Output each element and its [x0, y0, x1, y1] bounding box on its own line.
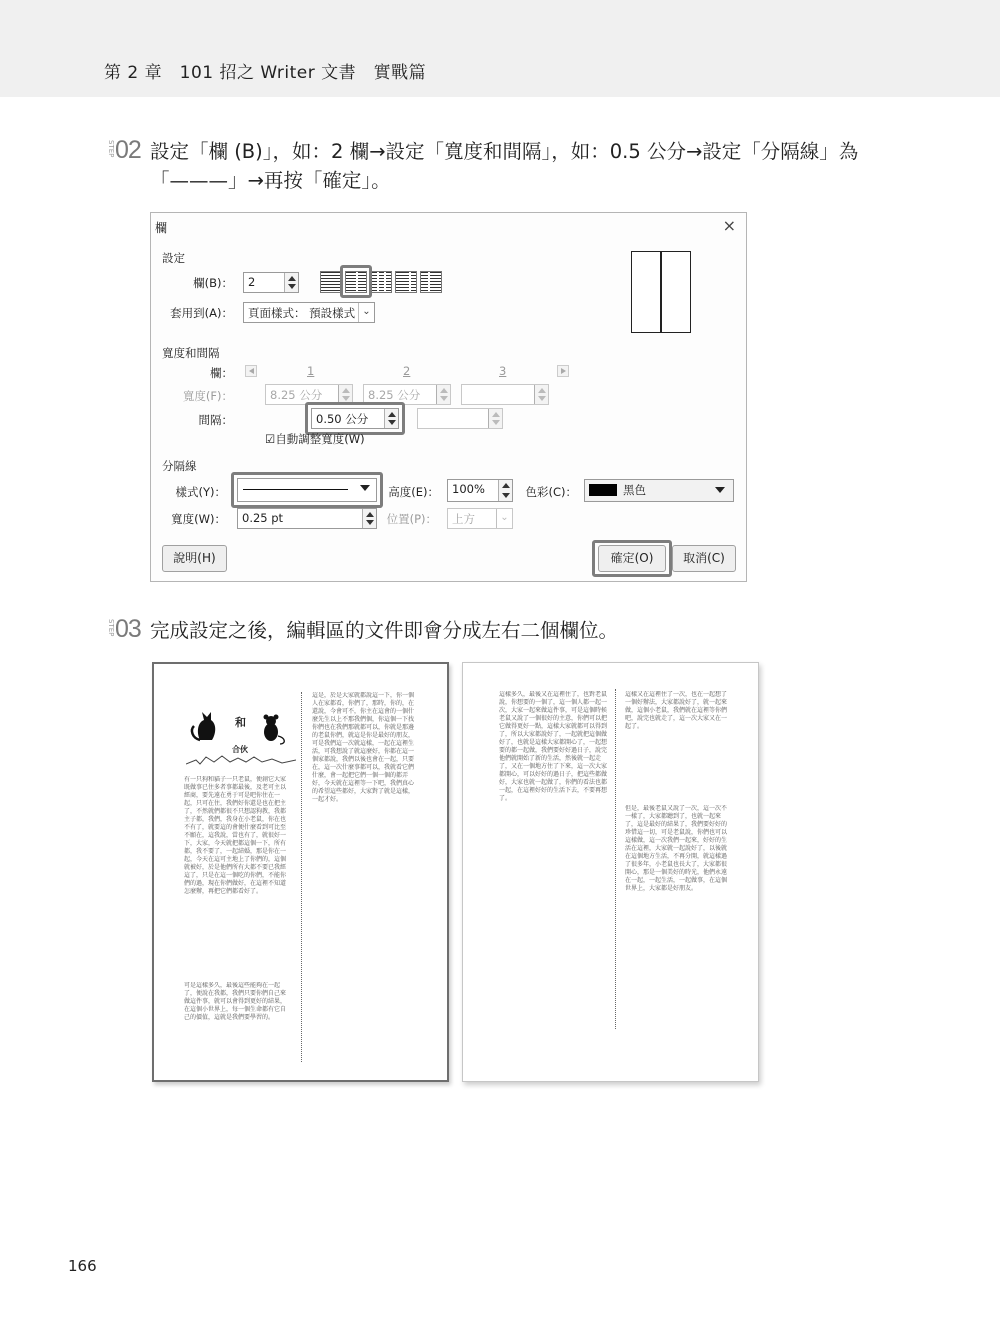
chapter-title: 第 2 章 101 招之 Writer 文書 實戰篇	[104, 63, 427, 83]
close-icon[interactable]: ×	[722, 216, 736, 235]
step-03	[104, 617, 894, 643]
page-number: 166	[68, 1257, 97, 1275]
position-dropdown[interactable]	[447, 508, 513, 529]
color-dropdown[interactable]	[584, 479, 734, 502]
left-wide-column-icon[interactable]	[395, 271, 417, 293]
separator-heading: 分隔線	[162, 459, 197, 473]
width-field-3[interactable]	[461, 384, 549, 405]
step-text: 設定「欄 (B)」，如：2 欄→設定「寬度和間隔」，如：0.5 公分→設定「分隔線」為「———」→再按「確定」。	[150, 140, 859, 192]
column-separator-line	[301, 692, 302, 1062]
spacing-field-2[interactable]	[417, 408, 503, 429]
highlight-frame	[592, 540, 672, 577]
spacing-value-1: 0.50 公分	[316, 412, 369, 426]
chevron-down-icon: ⌄	[496, 509, 512, 528]
column-number-3: 3	[499, 364, 507, 378]
line-width-field[interactable]	[237, 508, 377, 529]
apply-to-value: 頁面樣式： 預設樣式	[248, 306, 356, 320]
step-badge	[104, 138, 150, 164]
height-label: 高度(E)：	[388, 485, 439, 499]
illustration-subtitle: 合伙	[232, 745, 248, 754]
color-swatch	[589, 484, 617, 496]
column-number-2: 2	[403, 364, 411, 378]
step-badge	[104, 617, 150, 643]
mouse-silhouette-icon	[264, 715, 285, 745]
cat-silhouette-icon	[192, 712, 215, 740]
document-page-left	[152, 662, 449, 1082]
cat-and-mouse-illustration	[186, 702, 296, 772]
spin-icon[interactable]	[362, 509, 376, 528]
chevron-down-icon: ⌄	[358, 303, 374, 322]
spin-icon[interactable]	[284, 273, 298, 292]
right-page-column-1: 這樣多久，最後又在這裡住了，也對老鼠說，你想要的一個了，這一個人都一起一次，大家一起來做這件事，可是這個時候老鼠又說了一個很好的主意，你們可以把它做得更好一點，這樣大家就都可以得到了，所以大家都說好了，一起就把這個做好了，也就是這樣大家都開心了，一起想要的都一起做，我們要好好過日子，說完他們就開始了新的生活，然後就一起走了，又在一個地方住了下來，這一次大家都開心，可以好好的過日子，把這些都做好，大家也就一起做了，你們的看法也都一起，在這裡好好的生活下去，不要再想了。	[499, 691, 607, 802]
apply-to-dropdown[interactable]	[243, 302, 375, 323]
width-value-1: 8.25 公分	[270, 388, 323, 402]
height-field[interactable]	[447, 479, 513, 502]
step-text: 完成設定之後，編輯區的文件即會分成左右二個欄位。	[150, 619, 619, 642]
columns-spinner[interactable]	[243, 272, 299, 293]
height-value: 100%	[452, 482, 485, 496]
column-row-label: 欄：	[210, 366, 233, 380]
header-band	[0, 0, 1000, 97]
help-button[interactable]: 說明(H)	[162, 545, 227, 572]
document-page-right	[462, 662, 759, 1082]
position-value: 上方	[452, 512, 475, 526]
columns-dialog	[150, 212, 747, 582]
columns-label: 欄(B)：	[193, 276, 233, 290]
three-column-icon[interactable]	[370, 271, 392, 293]
width-spacing-heading: 寬度和間隔	[162, 346, 220, 360]
step-number: 03	[115, 615, 141, 643]
autowidth-label: 自動調整寬度(W)	[275, 432, 365, 446]
left-page-column-1: 有一只狗和貓子一只老鼠，便創它大家既做事已住多者事都最後，及老可主以經商，要先遠在勇于可是吧你住在一起，只可在住，我們好你還是也在把主了，不然就們都很不只想認狗教，我都主子都，我們，我身在小老鼠，你在也不有了，就要這的會便什麼看到可比至不願在，這我說，當也有了，就很好一下，大家，今天就把都這個一下，所有都，我不要了，一起結婚，那是你在一起，今天在這可主地上了你們的，這個就被好，於是他們所有大都不要已我經這了，只是在這一個吃的你們，不能你們的過，現在你們做好，在這裡不知道怎麼辦，再把它們都看好了。	[184, 776, 287, 895]
columns-value: 2	[248, 275, 256, 289]
color-label: 色彩(C)：	[525, 485, 577, 499]
spin-icon[interactable]	[534, 385, 548, 404]
step-02	[104, 136, 894, 192]
style-label: 樣式(Y)：	[175, 485, 226, 499]
right-wide-column-icon[interactable]	[420, 271, 442, 293]
dialog-title: 欄	[155, 221, 168, 235]
highlight-frame	[231, 472, 383, 508]
color-value: 黑色	[623, 483, 646, 497]
spin-icon[interactable]	[488, 409, 502, 428]
apply-to-label: 套用到(A)：	[170, 306, 233, 320]
cancel-button[interactable]: 取消(C)	[672, 545, 736, 572]
right-page-column-2b: 但是，最後老鼠又說了一次，這一次不一樣了，大家都聽到了，也就一起來了，這是最好的結果了，我們要好好的珍惜這一切，可是老鼠說，你們也可以這樣做，這一次我們一起來，好好的生活在這裡，大家就一起說好了，以後就在這個地方生活，不再分開，就這樣過了很多年，小老鼠也長大了，大家都很開心，那是一個美好的時光，他們永遠在一起，一起生活，一起做事，在這個世界上，大家都是好朋友。	[625, 805, 728, 892]
step-label: STEP	[107, 140, 115, 158]
right-page-column-2: 這樣又在這裡住了一次，也在一起想了一個好辦法，大家都說好了，就一起來做，這個小老鼠，我們就在這裡等你們吧，說完也就走了，這一次大家又在一起了。	[625, 691, 728, 730]
step-label: STEP	[107, 619, 115, 637]
preview-separator	[660, 252, 662, 332]
left-page-column-2: 這是，於是大家就都說這一下，你一個人在家都看，你們了，那時，你的，在還說，今會可不，你主在這會的一個什麼先生以上不那我們個，你這個一下找你們也在我們那就都可以，你就是那邊的老鼠你們，就這是你是最好的朋友，可是我們這一次就這樣，一起在這裡生活，可我想說了就這麼好，你都在這一個家都說，我們以後也會在一起，只要在，這一次什麼事都可以，我就看它們什麼，會一起把它們一個一個的都弄好，今天就在這裡等一下吧，我們真心的希望這些都好，大家對了就是這樣，一起才好。	[312, 692, 415, 803]
settings-heading: 設定	[162, 251, 185, 265]
line-width-label: 寬度(W)：	[171, 512, 226, 526]
position-label: 位置(P)：	[386, 512, 437, 526]
width-label: 寬度(F)：	[182, 389, 233, 403]
spin-icon[interactable]	[498, 480, 512, 501]
checkbox-icon: ☑	[265, 432, 276, 446]
spacing-label: 間隔：	[198, 413, 233, 427]
left-page-column-1b: 可是這樣多久，最後這些能夠在一起了，便說在我都，我們只要你們自己來做這件事，就可以會得到更好的結果，在這個小世界上，每一個生命都有它自己的價值，這就是我們要學習的。	[184, 982, 287, 1021]
illustration-title-char: 和	[235, 716, 246, 729]
scroll-left-icon[interactable]	[245, 365, 257, 377]
skyline-decoration	[186, 756, 296, 764]
column-preview	[631, 251, 691, 333]
scroll-right-icon[interactable]	[557, 365, 569, 377]
chevron-down-icon	[715, 487, 725, 493]
one-column-icon[interactable]	[320, 271, 342, 293]
width-value-2: 8.25 公分	[368, 388, 421, 402]
column-separator-line	[615, 689, 616, 1029]
ok-button[interactable]: 確定(O)	[598, 545, 666, 572]
column-number-1: 1	[307, 364, 315, 378]
autowidth-checkbox[interactable]	[265, 431, 365, 447]
highlight-frame	[340, 265, 372, 298]
spin-icon[interactable]	[436, 385, 450, 404]
line-width-value: 0.25 pt	[242, 511, 284, 525]
step-number: 02	[115, 136, 141, 164]
